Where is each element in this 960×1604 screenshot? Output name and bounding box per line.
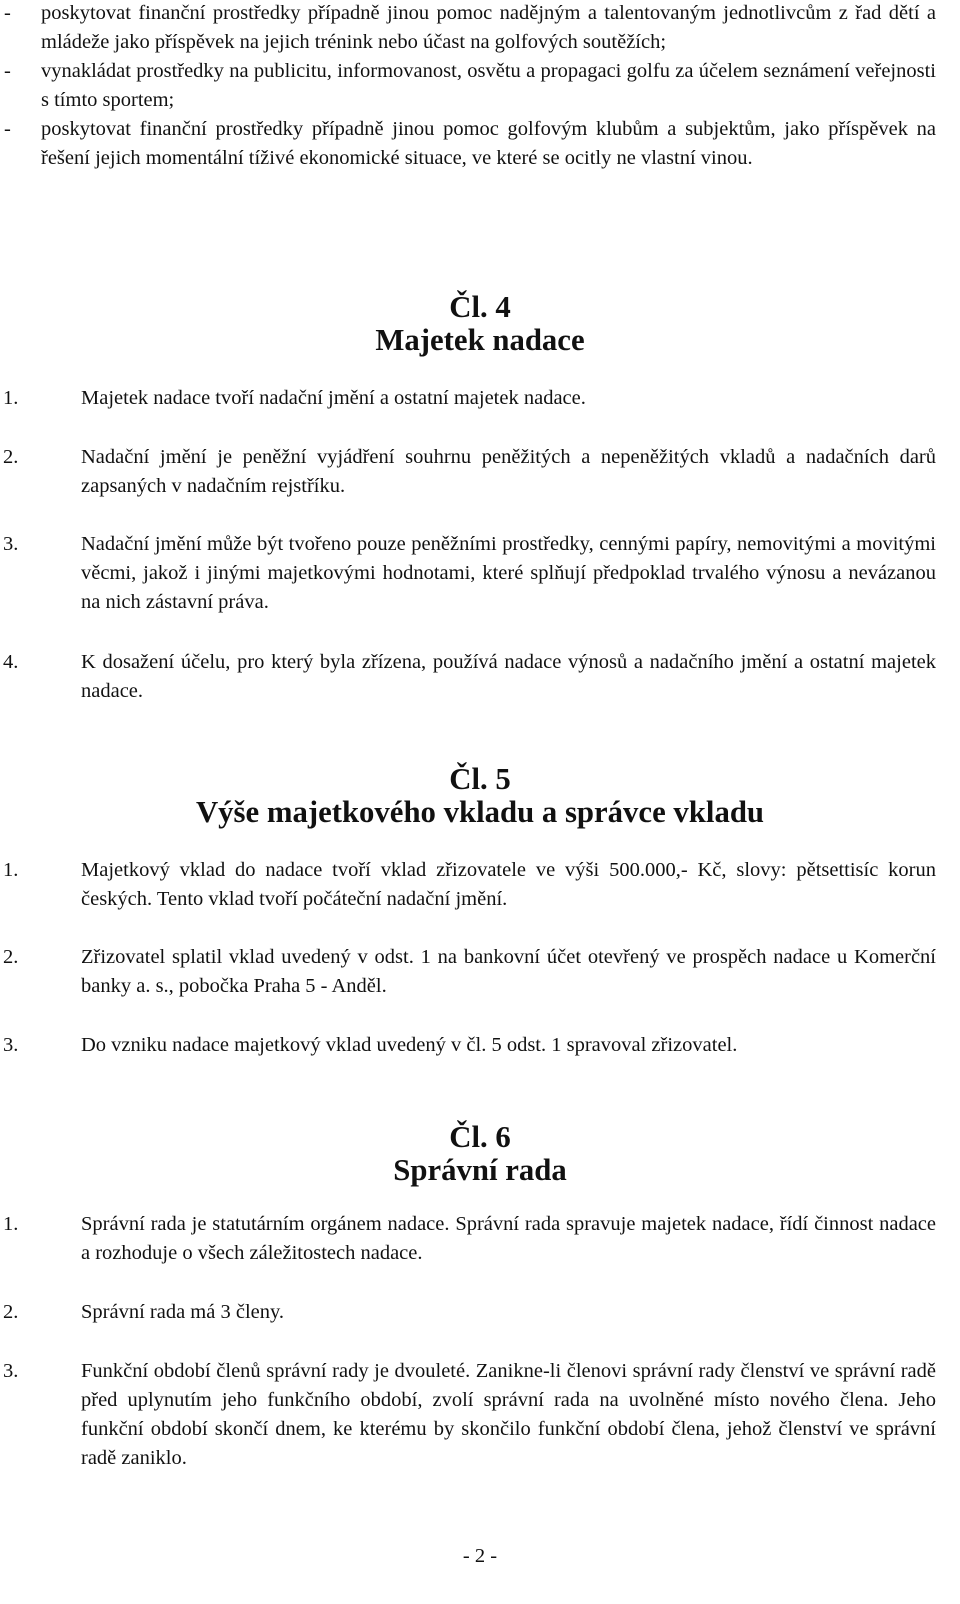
article-title: Správní rada <box>393 1153 567 1187</box>
article-4-item-2 <box>0 443 936 501</box>
item-number: 3. <box>3 1034 19 1056</box>
article-6-heading <box>0 1121 960 1187</box>
item-number: 1. <box>3 1213 19 1235</box>
item-text: Správní rada má 3 členy. <box>81 1301 285 1323</box>
bullet-item <box>0 0 936 57</box>
article-title: Majetek nadace <box>375 323 585 357</box>
item-text: Nadační jmění je peněžní vyjádření souhrnu peněžitých a nepeněžitých vkladů a nadačních darů zapsaných v nadačním rejstříku. <box>81 446 936 497</box>
bullet-text: vynakládat prostředky na publicitu, informovanost, osvětu a propagaci golfu za účelem seznámení veřejnosti s tímto sportem; <box>41 60 936 111</box>
item-number: 2. <box>3 446 19 468</box>
item-number: 1. <box>3 859 19 881</box>
article-4-item-3 <box>0 530 936 617</box>
article-6-item-1 <box>0 1210 936 1268</box>
article-5-heading <box>0 763 960 829</box>
item-text: Zřizovatel splatil vklad uvedený v odst. 1 na bankovní účet otevřený ve prospěch nadace u Komerční banky a. s., pobočka Praha 5 - Anděl. <box>81 946 936 997</box>
item-text: Správní rada je statutárním orgánem nadace. Správní rada spravuje majetek nadace, řídí činnost nadace a rozhoduje o všech záležitostech nadace. <box>81 1213 936 1264</box>
bullet-text: poskytovat finanční prostředky případně jinou pomoc nadějným a talentovaným jednotlivcům z řad dětí a mládeže jako příspěvek na jejich trénink nebo účast na golfových soutěžích; <box>41 2 936 53</box>
page-number: - 2 - <box>462 1545 498 1567</box>
bullet-item <box>0 115 936 173</box>
article-6-item-2 <box>0 1298 936 1327</box>
item-number: 3. <box>3 1360 19 1382</box>
item-number: 2. <box>3 946 19 968</box>
bullet-dash: - <box>4 60 11 82</box>
article-5-item-3 <box>0 1031 936 1060</box>
item-text: K dosažení účelu, pro který byla zřízena, používá nadace výnosů a nadačního jmění a ostatní majetek nadace. <box>81 651 936 702</box>
item-text: Do vzniku nadace majetkový vklad uvedený v čl. 5 odst. 1 spravoval zřizovatel. <box>81 1034 738 1056</box>
item-text: Majetkový vklad do nadace tvoří vklad zřizovatele ve výši 500.000,- Kč, slovy: pětsettisíc korun českých. Tento vklad tvoří počáteční nadační jmění. <box>81 859 936 910</box>
article-5-item-1 <box>0 856 936 914</box>
bullet-dash: - <box>4 2 11 24</box>
bullet-item <box>0 57 936 115</box>
item-text: Majetek nadace tvoří nadační jmění a ostatní majetek nadace. <box>81 387 586 409</box>
article-4-heading <box>0 291 960 357</box>
article-title: Výše majetkového vkladu a správce vkladu <box>195 795 765 829</box>
item-text: Nadační jmění může být tvořeno pouze peněžními prostředky, cennými papíry, nemovitými a movitými věcmi, jakož i jinými majetkovými hodnotami, které splňují předpoklad trvalého výnosu a nevázanou na nich zástavní práva. <box>81 533 936 613</box>
bullet-dash: - <box>4 118 11 140</box>
bullet-text: poskytovat finanční prostředky případně jinou pomoc golfovým klubům a subjektům, jako příspěvek na řešení jejich momentální tíživé ekonomické situace, ve které se ocitly ne vlastní vinou. <box>41 118 936 169</box>
item-number: 4. <box>3 651 19 673</box>
item-number: 2. <box>3 1301 19 1323</box>
item-text: Funkční období členů správní rady je dvouleté. Zanikne-li členovi správní rady členství ve správní radě před uplynutím jeho funkčního období, zvolí správní rada na uvolněné místo nového člena. Jeho funkční období skončí dnem, ke kterému by skončilo funkční období člena, jehož členství ve správní radě zaniklo. <box>81 1360 936 1469</box>
purpose-bullet-list <box>0 0 936 173</box>
article-4-item-4 <box>0 648 936 706</box>
item-number: 3. <box>3 533 19 555</box>
article-6-item-3 <box>0 1357 936 1473</box>
item-number: 1. <box>3 387 19 409</box>
article-5-item-2 <box>0 943 936 1001</box>
article-4-item-1 <box>0 384 936 413</box>
article-number: Čl. 5 <box>449 762 511 796</box>
article-number: Čl. 6 <box>449 1120 511 1154</box>
article-number: Čl. 4 <box>449 290 511 324</box>
